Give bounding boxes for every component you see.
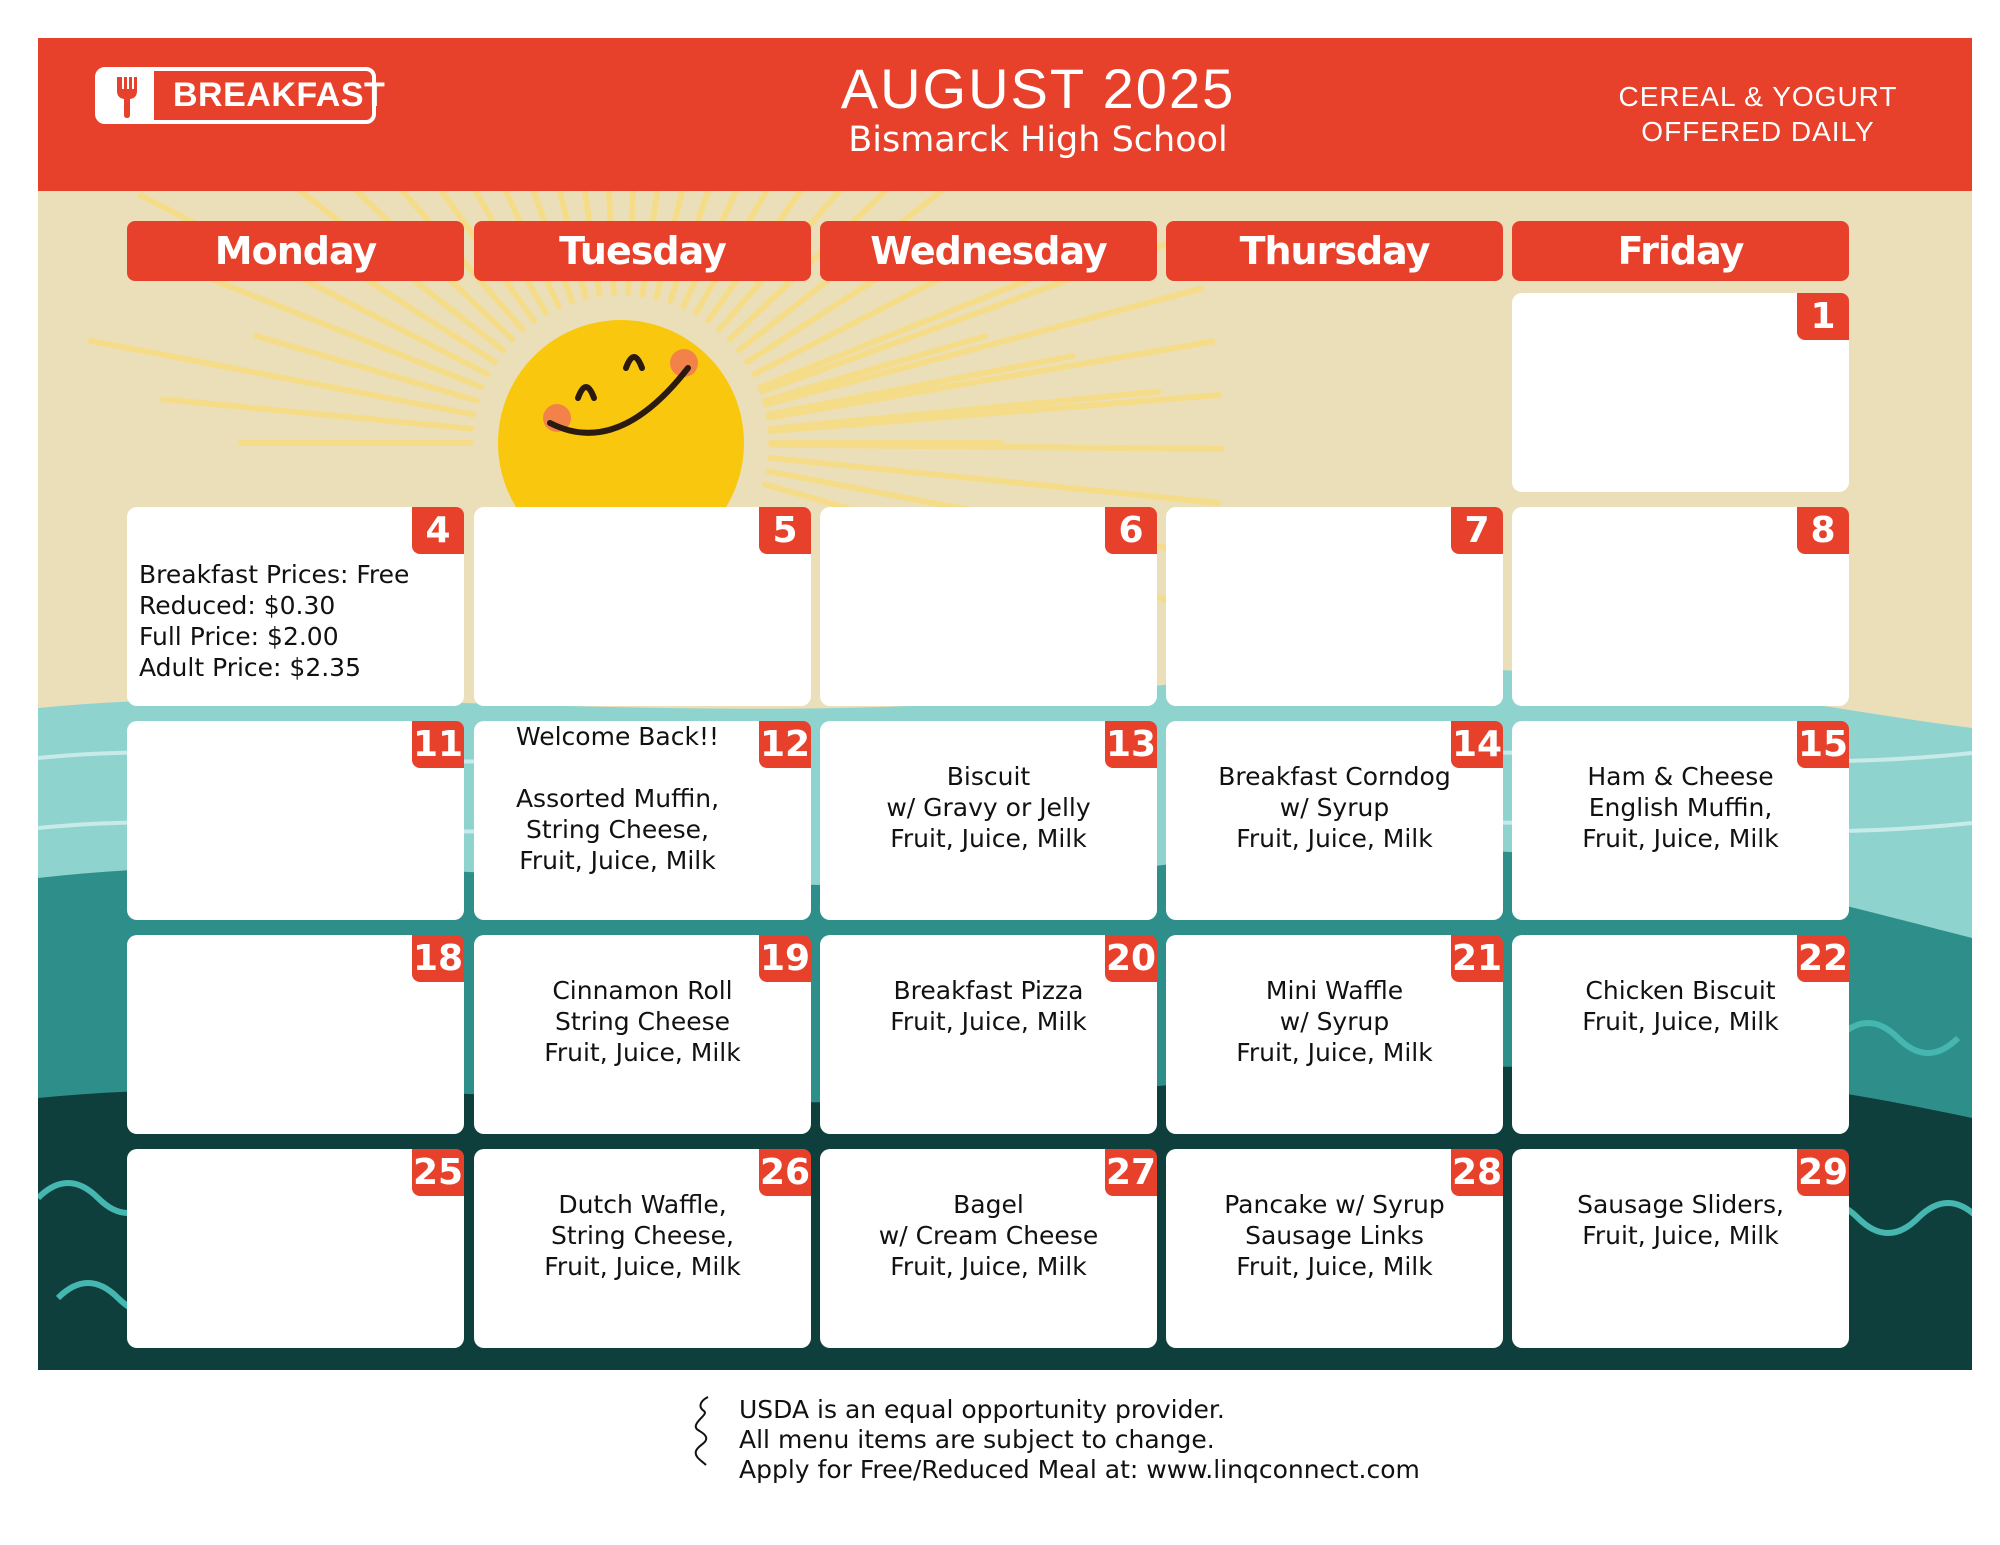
day-number: 8 — [1797, 507, 1849, 554]
signature-mark — [688, 1393, 714, 1473]
sun-ray — [771, 444, 1221, 448]
day-cell — [820, 1149, 1157, 1348]
day-number: 20 — [1105, 935, 1157, 982]
day-cell — [1166, 935, 1503, 1134]
menu-text: Biscuit w/ Gravy or Jelly Fruit, Juice, Milk — [886, 762, 1091, 853]
fork-icon-box — [99, 71, 154, 120]
day-number: 21 — [1451, 935, 1503, 982]
menu-text: Sausage Sliders, Fruit, Juice, Milk — [1577, 1190, 1784, 1250]
day-number: 28 — [1451, 1149, 1503, 1196]
day-number: 7 — [1451, 507, 1503, 554]
breakfast-label: BREAKFAST — [173, 76, 386, 114]
menu-text: Welcome Back!! Assorted Muffin, String Cheese, Fruit, Juice, Milk — [515, 722, 720, 875]
day-cell — [1512, 507, 1849, 706]
prices-text: Breakfast Prices: Free Reduced: $0.30 Full Price: $2.00 Adult Price: $2.35 — [139, 560, 410, 682]
weekday-thursday: Thursday — [1166, 221, 1503, 281]
day-cell — [820, 935, 1157, 1134]
weekday-monday: Monday — [127, 221, 464, 281]
day-cell — [127, 721, 464, 920]
weekday-wednesday: Wednesday — [820, 221, 1157, 281]
day-cell — [1166, 507, 1503, 706]
day-number: 11 — [412, 721, 464, 768]
day-number: 13 — [1105, 721, 1157, 768]
day-number: 5 — [759, 507, 811, 554]
footer-line-usda: USDA is an equal opportunity provider. — [739, 1395, 1225, 1424]
day-cell — [1512, 721, 1849, 920]
day-cell — [1512, 293, 1849, 492]
day-number: 6 — [1105, 507, 1157, 554]
day-cell — [474, 721, 811, 920]
day-number: 4 — [412, 507, 464, 554]
day-cell — [820, 507, 1157, 706]
day-number: 27 — [1105, 1149, 1157, 1196]
page-title: AUGUST 2025 — [840, 57, 1236, 120]
menu-text: Breakfast Pizza Fruit, Juice, Milk — [890, 976, 1087, 1036]
footer-line-apply: Apply for Free/Reduced Meal at: www.linqconnect.com — [739, 1455, 1420, 1484]
weekday-tuesday: Tuesday — [474, 221, 811, 281]
day-cell — [474, 935, 811, 1134]
calendar-frame — [38, 38, 1972, 1370]
day-number: 29 — [1797, 1149, 1849, 1196]
day-cell — [1512, 1149, 1849, 1348]
footer-notes — [739, 1395, 1420, 1485]
day-number: 19 — [759, 935, 811, 982]
day-number: 22 — [1797, 935, 1849, 982]
day-cell — [820, 721, 1157, 920]
day-cell — [1166, 1149, 1503, 1348]
day-number: 15 — [1797, 721, 1849, 768]
school-name: Bismarck High School — [848, 120, 1228, 160]
menu-text: Pancake w/ Syrup Sausage Links Fruit, Juice, Milk — [1224, 1190, 1445, 1281]
footer-line-change: All menu items are subject to change. — [739, 1425, 1215, 1454]
menu-text: Breakfast Corndog w/ Syrup Fruit, Juice, Milk — [1218, 762, 1451, 853]
daily-offer-line-1: CEREAL & YOGURT — [1618, 81, 1898, 112]
day-number: 1 — [1797, 293, 1849, 340]
sun-ray — [770, 458, 1218, 503]
day-number: 12 — [759, 721, 811, 768]
day-cell — [1512, 935, 1849, 1134]
day-number: 18 — [412, 935, 464, 982]
menu-text: Bagel w/ Cream Cheese Fruit, Juice, Milk — [878, 1190, 1099, 1281]
day-number: 25 — [412, 1149, 464, 1196]
menu-text: Mini Waffle w/ Syrup Fruit, Juice, Milk — [1236, 976, 1433, 1067]
breakfast-badge — [95, 67, 386, 124]
day-number: 26 — [759, 1149, 811, 1196]
fork-icon — [99, 71, 154, 120]
day-cell — [1166, 721, 1503, 920]
sun-ray — [91, 341, 474, 415]
weekday-friday: Friday — [1512, 221, 1849, 281]
daily-offer-line-2: OFFERED DAILY — [1641, 116, 1875, 147]
day-cell — [474, 1149, 811, 1348]
menu-text: Ham & Cheese English Muffin, Fruit, Juice, Milk — [1582, 762, 1779, 853]
day-cell — [474, 507, 811, 706]
day-cell — [127, 507, 464, 706]
menu-text: Dutch Waffle, String Cheese, Fruit, Juice, Milk — [544, 1190, 741, 1281]
header-bar — [38, 38, 1972, 191]
menu-text: Chicken Biscuit Fruit, Juice, Milk — [1582, 976, 1779, 1036]
menu-text: Cinnamon Roll String Cheese Fruit, Juice, Milk — [544, 976, 741, 1067]
day-number: 14 — [1451, 721, 1503, 768]
day-cell — [127, 1149, 464, 1348]
day-cell — [127, 935, 464, 1134]
